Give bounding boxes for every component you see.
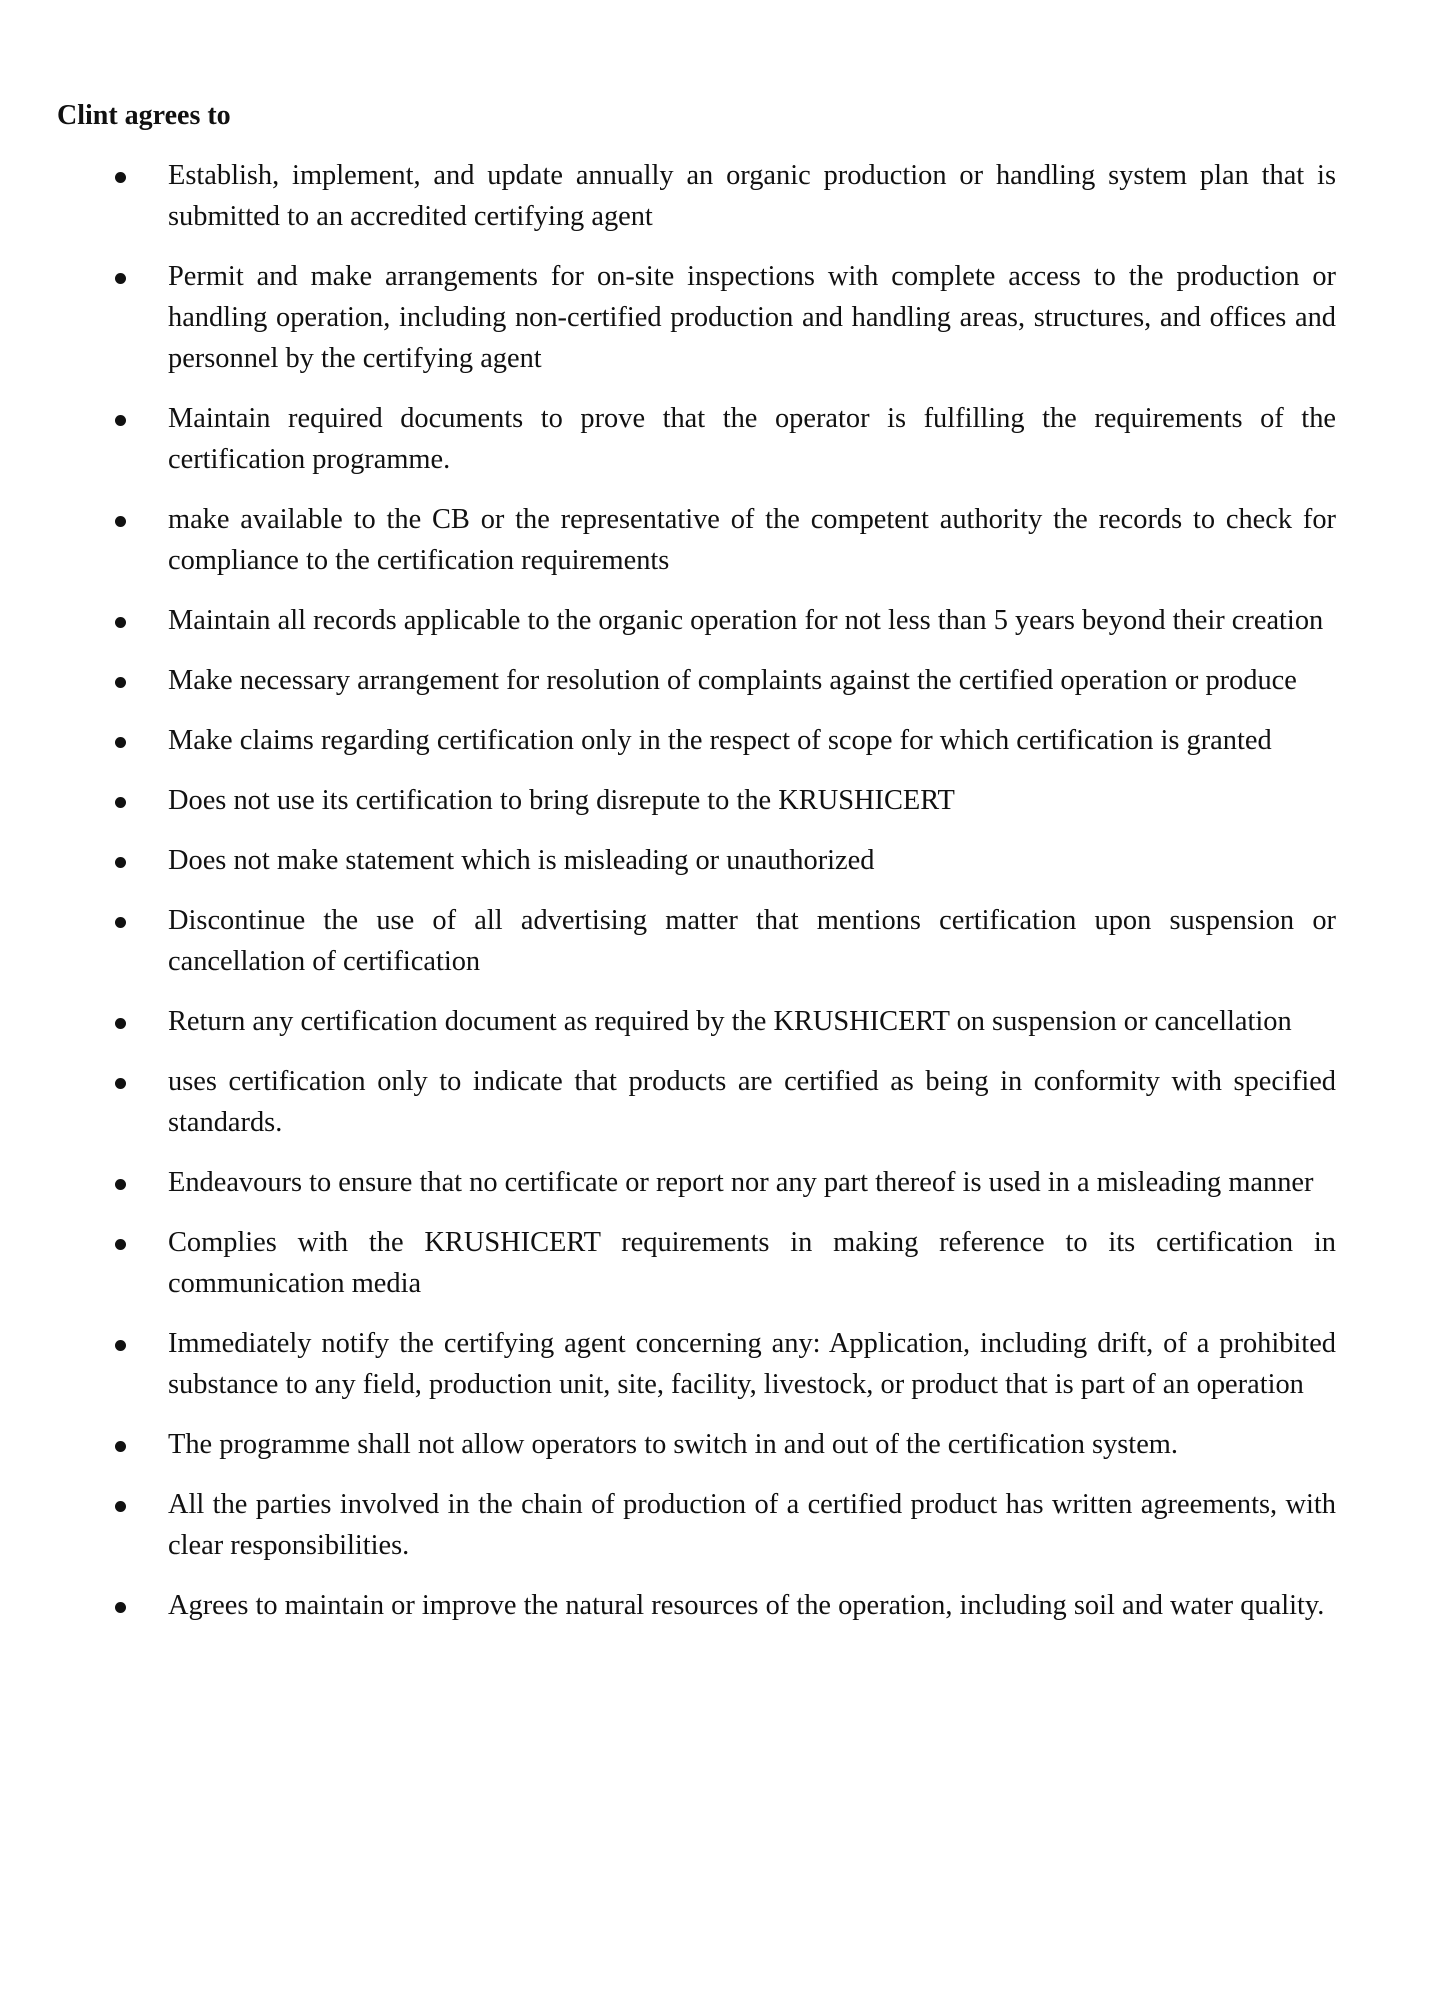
list-item-text: Endeavours to ensure that no certificate or report nor any part thereof is used in a misleading manner bbox=[168, 1167, 1314, 1198]
list-item-text: Does not use its certification to bring disrepute to the KRUSHICERT bbox=[168, 785, 955, 816]
bullet-icon bbox=[115, 1179, 126, 1190]
agreement-list bbox=[0, 155, 1438, 1645]
bullet-icon bbox=[115, 516, 126, 527]
list-item bbox=[0, 900, 1336, 982]
bullet-icon bbox=[115, 1501, 126, 1512]
list-item bbox=[0, 780, 1336, 821]
bullet-icon bbox=[115, 797, 126, 808]
list-item-text: Make claims regarding certification only in the respect of scope for which certification is granted bbox=[168, 725, 1272, 756]
list-item bbox=[0, 1323, 1336, 1405]
bullet-icon bbox=[115, 1018, 126, 1029]
list-item-text: make available to the CB or the representative of the competent authority the records to check for compliance to the certification requirements bbox=[168, 504, 1336, 576]
list-item bbox=[0, 840, 1336, 881]
list-item-text: Does not make statement which is misleading or unauthorized bbox=[168, 845, 875, 876]
list-item bbox=[0, 1585, 1336, 1626]
list-item bbox=[0, 499, 1336, 581]
list-item bbox=[0, 398, 1336, 480]
list-item bbox=[0, 1061, 1336, 1143]
list-item bbox=[0, 660, 1336, 701]
list-item-text: Permit and make arrangements for on-site inspections with complete access to the production or handling operation, including non-certified production and handling areas, structures, and offices and personnel by the certifying agent bbox=[168, 261, 1336, 374]
bullet-icon bbox=[115, 172, 126, 183]
bullet-icon bbox=[115, 1340, 126, 1351]
list-item bbox=[0, 155, 1336, 237]
list-item-text: Maintain all records applicable to the organic operation for not less than 5 years beyond their creation bbox=[168, 605, 1324, 636]
list-item-text: The programme shall not allow operators to switch in and out of the certification system. bbox=[168, 1429, 1178, 1460]
list-item-text: Complies with the KRUSHICERT requirements in making reference to its certification in communication media bbox=[168, 1227, 1336, 1299]
bullet-icon bbox=[115, 737, 126, 748]
list-item bbox=[0, 256, 1336, 379]
bullet-icon bbox=[115, 857, 126, 868]
list-item-text: Return any certification document as required by the KRUSHICERT on suspension or cancellation bbox=[168, 1006, 1292, 1037]
list-item-text: All the parties involved in the chain of production of a certified product has written agreements, with clear responsibilities. bbox=[168, 1489, 1336, 1561]
bullet-icon bbox=[115, 415, 126, 426]
bullet-icon bbox=[115, 1239, 126, 1250]
section-heading: Clint agrees to bbox=[57, 100, 231, 131]
list-item-text: Establish, implement, and update annually an organic production or handling system plan that is submitted to an accredited certifying agent bbox=[168, 160, 1336, 232]
list-item-text: Maintain required documents to prove that the operator is fulfilling the requirements of the certification programme. bbox=[168, 403, 1336, 475]
list-item-text: Agrees to maintain or improve the natural resources of the operation, including soil and water quality. bbox=[168, 1590, 1325, 1621]
list-item bbox=[0, 1162, 1336, 1203]
bullet-icon bbox=[115, 677, 126, 688]
bullet-icon bbox=[115, 917, 126, 928]
list-item-text: Discontinue the use of all advertising matter that mentions certification upon suspension or cancellation of certification bbox=[168, 905, 1336, 977]
list-item-text: Immediately notify the certifying agent concerning any: Application, including drift, of a prohibited substance to any field, production unit, site, facility, livestock, or product that is part of an operation bbox=[168, 1328, 1336, 1400]
list-item bbox=[0, 1484, 1336, 1566]
bullet-icon bbox=[115, 1602, 126, 1613]
bullet-icon bbox=[115, 1441, 126, 1452]
bullet-icon bbox=[115, 1078, 126, 1089]
bullet-icon bbox=[115, 273, 126, 284]
bullet-icon bbox=[115, 617, 126, 628]
list-item bbox=[0, 720, 1336, 761]
list-item bbox=[0, 1424, 1336, 1465]
list-item bbox=[0, 600, 1336, 641]
list-item bbox=[0, 1222, 1336, 1304]
list-item-text: uses certification only to indicate that products are certified as being in conformity with specified standards. bbox=[168, 1066, 1336, 1138]
list-item-text: Make necessary arrangement for resolution of complaints against the certified operation or produce bbox=[168, 665, 1297, 696]
list-item bbox=[0, 1001, 1336, 1042]
